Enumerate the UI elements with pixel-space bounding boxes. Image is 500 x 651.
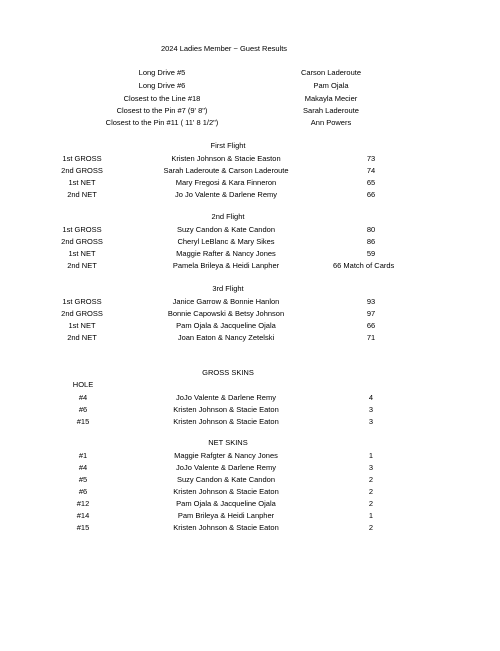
flight-heading: First Flight <box>210 141 246 150</box>
specialty-label: Closest to the Pin #7 (9' 8") <box>116 106 208 115</box>
result-team: Cheryl LeBlanc & Mary Sikes <box>177 237 275 246</box>
specialty-label: Long Drive #5 <box>138 68 186 77</box>
result-score: 66 <box>366 190 376 199</box>
skin-team: Kristen Johnson & Stacie Eaton <box>173 417 279 426</box>
skin-hole: #6 <box>78 405 88 414</box>
skin-hole: #4 <box>78 393 88 402</box>
skin-team: JoJo Valente & Darlene Remy <box>176 463 276 472</box>
skin-hole: #12 <box>76 499 90 508</box>
result-place: 1st NET <box>68 249 96 258</box>
skin-hole: #5 <box>78 475 88 484</box>
result-place: 2nd NET <box>67 190 97 199</box>
net-skins-heading: NET SKINS <box>208 438 248 447</box>
result-score: 73 <box>366 154 376 163</box>
skin-team: Maggie Rafgter & Nancy Jones <box>174 451 278 460</box>
skin-count: 2 <box>368 523 374 532</box>
result-score: 93 <box>366 297 376 306</box>
skin-team: Kristen Johnson & Stacie Eaton <box>173 523 279 532</box>
skin-count: 1 <box>368 511 374 520</box>
result-score: 71 <box>366 333 376 342</box>
result-place: 2nd GROSS <box>61 166 103 175</box>
specialty-label: Closest to the Pin #11 ( 11' 8 1/2") <box>105 118 219 127</box>
result-score: 65 <box>366 178 376 187</box>
result-team: Sarah Laderoute & Carson Laderoute <box>163 166 289 175</box>
result-score: 59 <box>366 249 376 258</box>
skin-count: 4 <box>368 393 374 402</box>
result-place: 1st NET <box>68 178 96 187</box>
specialty-winner: Carson Laderoute <box>300 68 362 77</box>
specialty-winner: Ann Powers <box>310 118 352 127</box>
result-score: 86 <box>366 237 376 246</box>
skin-count: 2 <box>368 475 374 484</box>
skin-hole: #14 <box>76 511 90 520</box>
result-score: 66 <box>366 321 376 330</box>
result-place: 2nd NET <box>67 261 97 270</box>
result-score: 66 Match of Cards <box>333 261 395 270</box>
result-place: 2nd GROSS <box>61 309 103 318</box>
result-place: 1st GROSS <box>62 154 102 163</box>
result-team: Joan Eaton & Nancy Zetelski <box>177 333 275 342</box>
skin-count: 2 <box>368 487 374 496</box>
skin-team: Kristen Johnson & Stacie Eaton <box>173 405 279 414</box>
skin-hole: #1 <box>78 451 88 460</box>
skin-count: 3 <box>368 405 374 414</box>
specialty-winner: Pam Ojala <box>313 81 349 90</box>
specialty-label: Closest to the Line #18 <box>123 94 201 103</box>
result-place: 1st GROSS <box>62 297 102 306</box>
result-team: Jo Jo Valente & Darlene Remy <box>175 190 277 199</box>
result-team: Bonnie Capowski & Betsy Johnson <box>167 309 285 318</box>
skin-team: JoJo Valente & Darlene Remy <box>176 393 276 402</box>
result-team: Maggie Rafter & Nancy Jones <box>176 249 276 258</box>
result-team: Janice Garrow & Bonnie Hanlon <box>172 297 280 306</box>
result-team: Kristen Johnson & Stacie Easton <box>171 154 281 163</box>
result-score: 74 <box>366 166 376 175</box>
hole-column-label: HOLE <box>72 380 94 389</box>
result-place: 1st GROSS <box>62 225 102 234</box>
result-score: 80 <box>366 225 376 234</box>
skin-hole: #4 <box>78 463 88 472</box>
skin-hole: #15 <box>76 417 90 426</box>
skin-team: Pam Ojala & Jacqueline Ojala <box>176 499 276 508</box>
skin-team: Pam Brileya & Heidi Lanpher <box>177 511 275 520</box>
result-place: 2nd GROSS <box>61 237 103 246</box>
result-score: 97 <box>366 309 376 318</box>
skin-count: 2 <box>368 499 374 508</box>
flight-heading: 3rd Flight <box>212 284 244 293</box>
result-team: Pam Ojala & Jacqueline Ojala <box>176 321 276 330</box>
skin-team: Kristen Johnson & Stacie Eaton <box>173 487 279 496</box>
result-place: 1st NET <box>68 321 96 330</box>
skin-count: 3 <box>368 417 374 426</box>
result-place: 2nd NET <box>67 333 97 342</box>
skin-hole: #15 <box>76 523 90 532</box>
page-title: 2024 Ladies Member ~ Guest Results <box>160 44 288 53</box>
specialty-winner: Sarah Laderoute <box>303 106 359 115</box>
result-team: Suzy Candon & Kate Candon <box>177 225 275 234</box>
flight-heading: 2nd Flight <box>211 212 245 221</box>
skin-team: Suzy Candon & Kate Candon <box>177 475 275 484</box>
result-team: Pamela Brileya & Heidi Lanpher <box>172 261 280 270</box>
skin-count: 3 <box>368 463 374 472</box>
specialty-winner: Makayla Mecier <box>304 94 358 103</box>
gross-skins-heading: GROSS SKINS <box>202 368 254 377</box>
specialty-label: Long Drive #6 <box>138 81 186 90</box>
skin-count: 1 <box>368 451 374 460</box>
skin-hole: #6 <box>78 487 88 496</box>
result-team: Mary Fregosi & Kara Finneron <box>175 178 277 187</box>
